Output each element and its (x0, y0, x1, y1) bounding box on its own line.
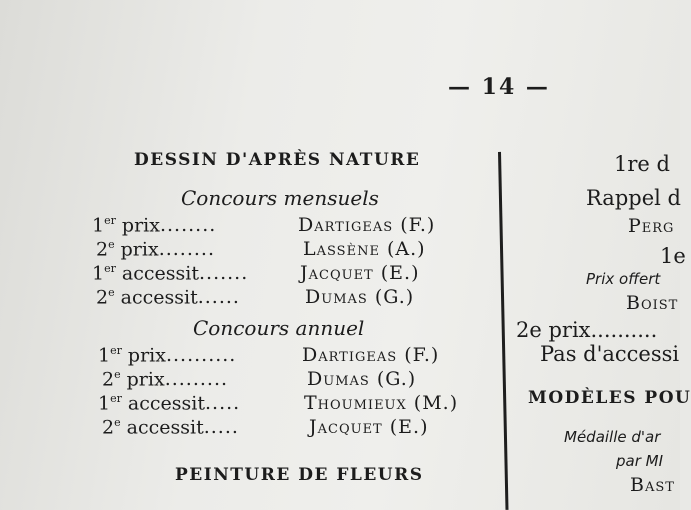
recipient-name: Dartigeas (F.) (298, 214, 436, 236)
award-rank: 1er accessit (98, 392, 205, 415)
leader-dots: ...... (197, 286, 240, 309)
award-rank: 1er prix (92, 214, 160, 237)
right-line-12: Bast (630, 474, 675, 496)
award-entry (96, 238, 516, 260)
leader-dots: ........ (158, 238, 216, 261)
recipient-name: Dartigeas (F.) (302, 344, 440, 366)
leader-dots: .......... (165, 344, 237, 367)
right-line-4: 1e (660, 244, 686, 268)
award-entry (92, 214, 512, 236)
award-rank: 1er prix (98, 344, 166, 367)
award-entry (102, 368, 522, 390)
award-entry (96, 286, 516, 308)
award-rank: 2e accessit (102, 416, 204, 439)
right-line-10: Médaille d'ar (564, 428, 661, 446)
recipient-name: Dumas (G.) (307, 368, 417, 390)
right-line-7: 2e prix.......... (516, 318, 658, 342)
right-line-5: Prix offert (586, 270, 661, 288)
subheading-concours-annuel: Concours annuel (193, 316, 365, 340)
recipient-name: Jacquet (E.) (309, 416, 429, 438)
leader-dots: ......... (164, 368, 229, 391)
award-entry (98, 344, 518, 366)
recipient-name: Dumas (G.) (305, 286, 415, 308)
award-entry (102, 416, 522, 438)
leader-dots: ........ (159, 214, 217, 237)
right-heading-modeles: MODÈLES POU (528, 388, 691, 408)
award-entry (92, 262, 512, 284)
right-line-3: Perg (628, 215, 675, 237)
award-rank: 2e accessit (96, 286, 198, 309)
recipient-name: Lassène (A.) (303, 238, 426, 260)
leader-dots: ..... (204, 392, 241, 415)
leader-dots: ....... (198, 262, 249, 285)
right-line-8: Pas d'accessi (540, 342, 680, 366)
right-line-2: Rappel d (586, 186, 681, 210)
section-heading-dessin: DESSIN D'APRÈS NATURE (134, 150, 421, 170)
leader-dots: ..... (203, 416, 239, 439)
subheading-concours-mensuels: Concours mensuels (181, 186, 379, 210)
recipient-name: Thoumieux (M.) (304, 392, 459, 414)
right-line-6: Boist (626, 292, 679, 314)
section-heading-peinture: PEINTURE DE FLEURS (175, 465, 424, 485)
right-column (508, 0, 691, 510)
award-rank: 1er accessit (92, 262, 199, 285)
recipient-name: Jacquet (E.) (300, 262, 420, 284)
award-entry (98, 392, 518, 414)
award-rank: 2e prix (102, 368, 165, 391)
award-rank: 2e prix (96, 238, 159, 261)
right-line-1: 1re d (614, 152, 670, 176)
right-line-11: par MI (616, 452, 664, 470)
page-number: — 14 — (448, 74, 550, 100)
